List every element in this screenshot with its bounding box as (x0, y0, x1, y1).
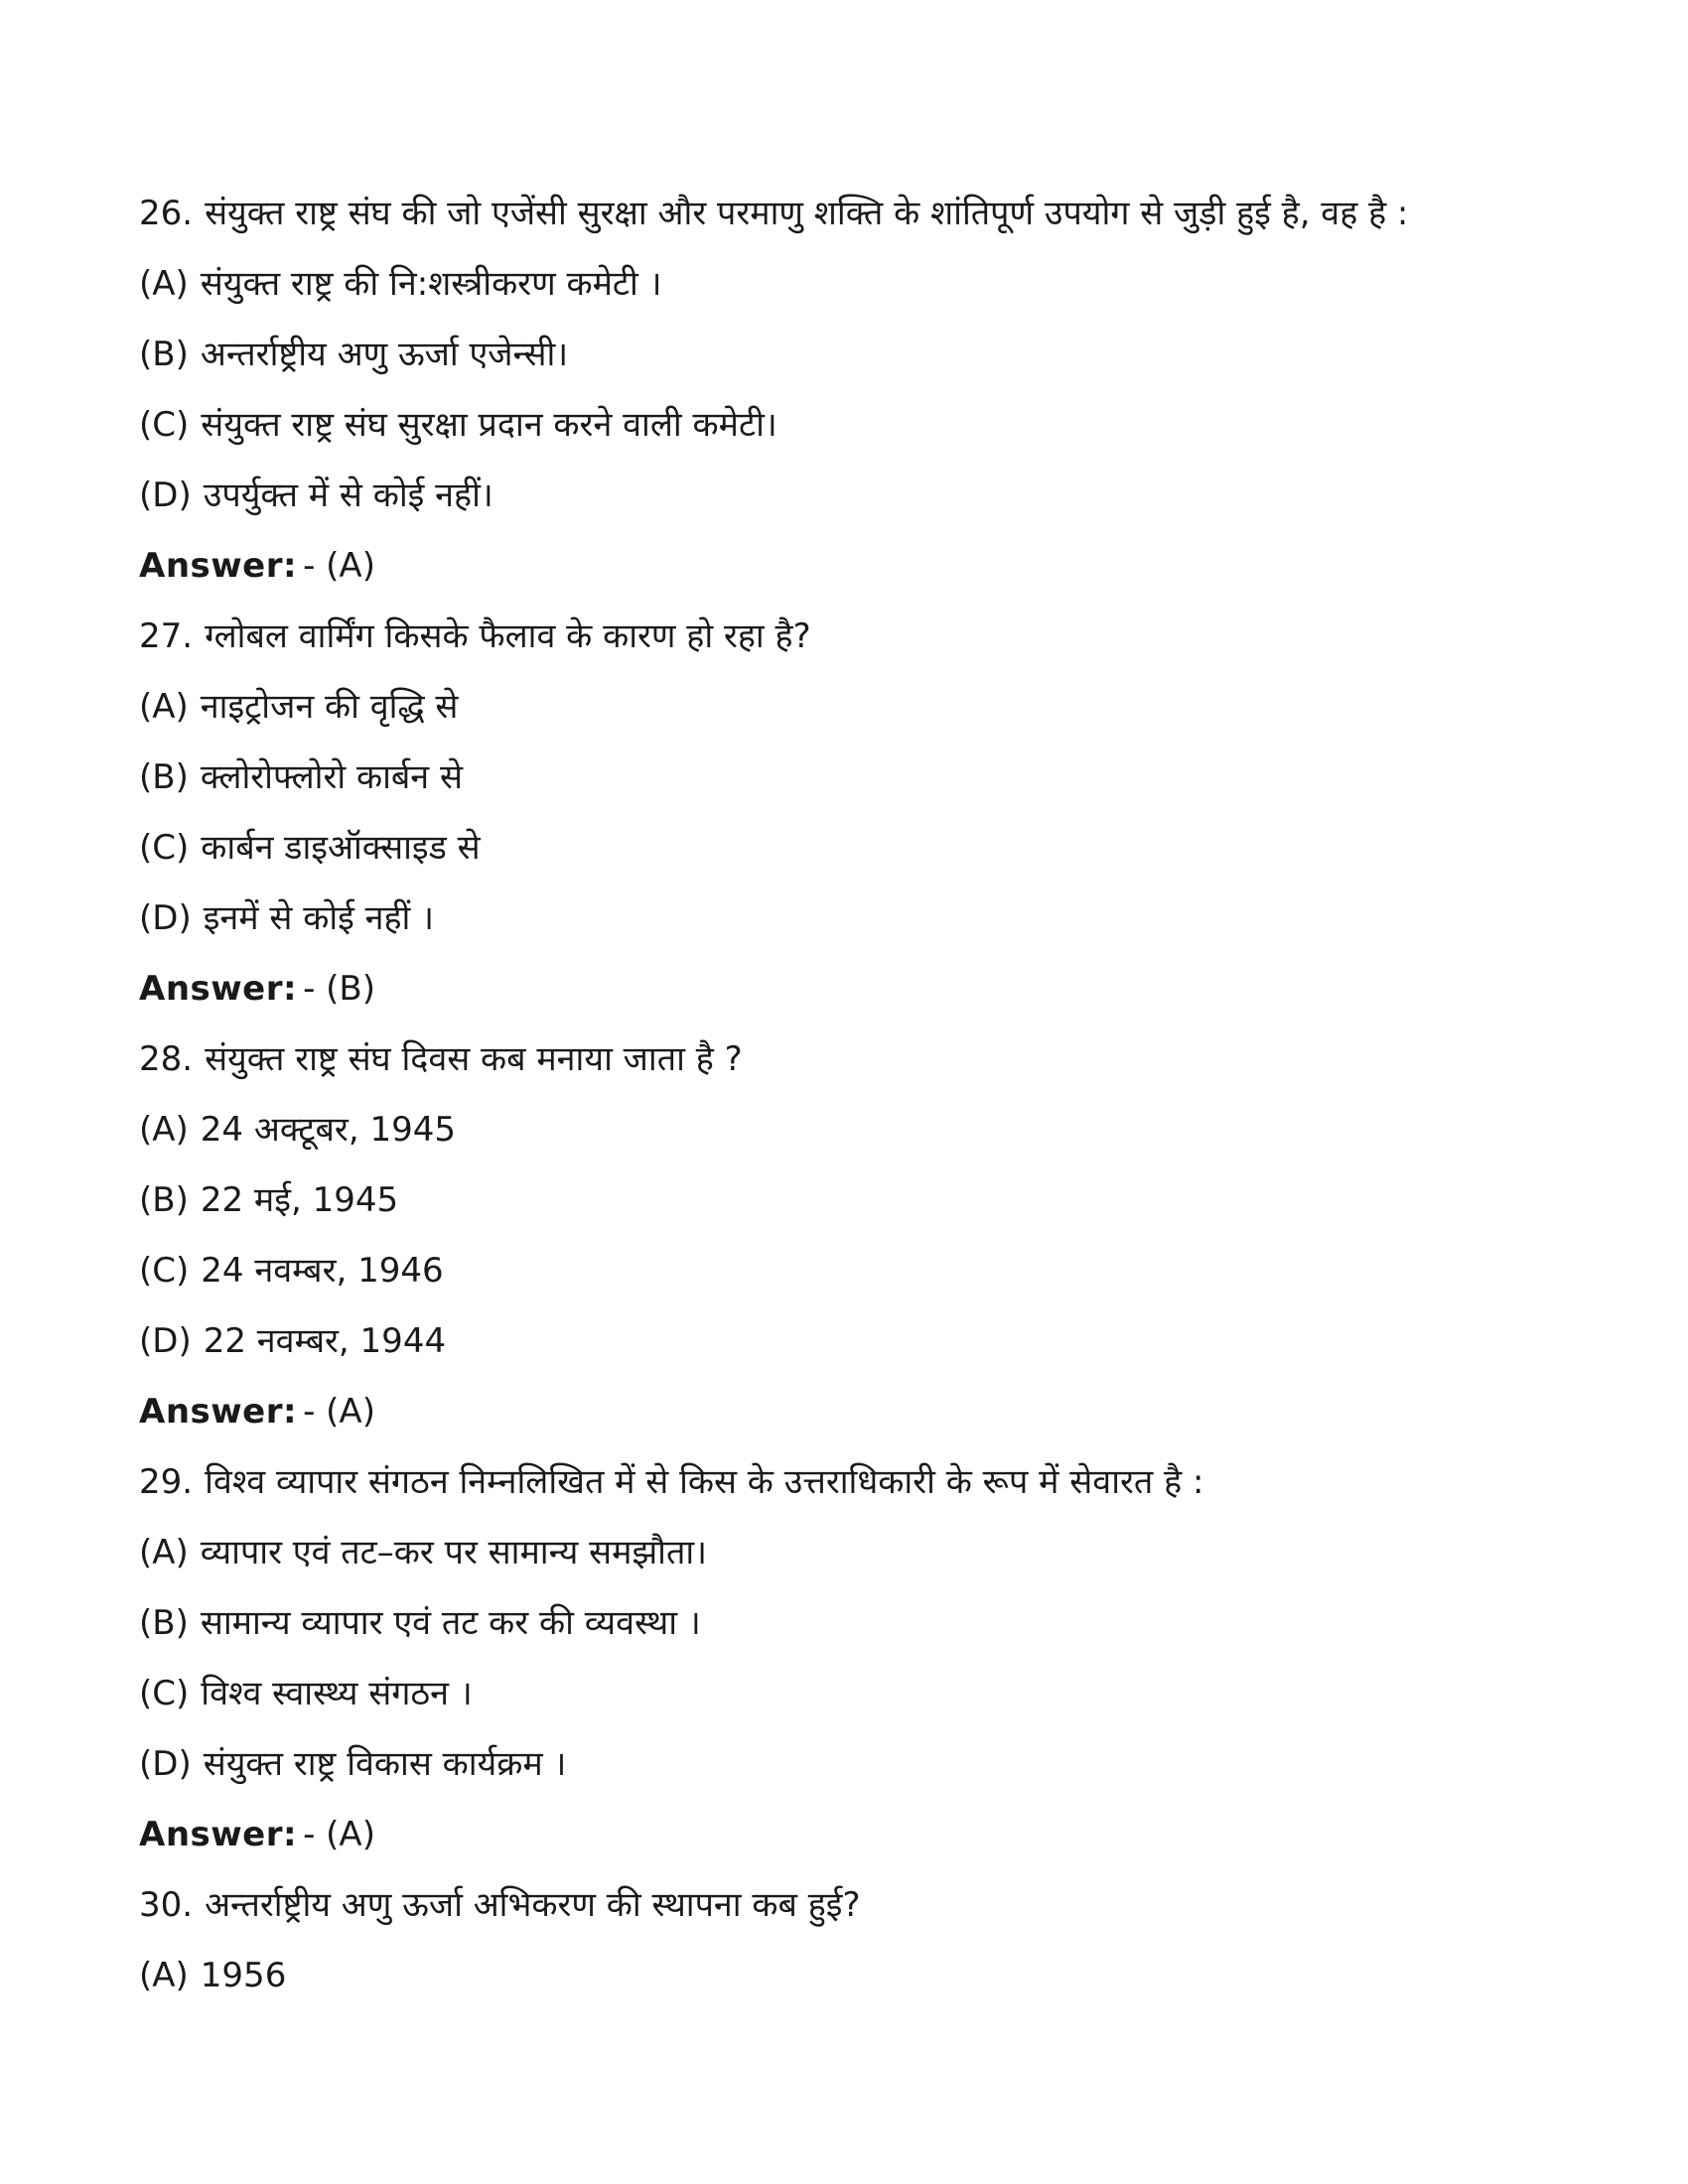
question-29 (139, 1447, 1569, 1518)
question-number: 29. (139, 1461, 194, 1502)
question-29-answer (139, 1800, 1569, 1870)
question-28-option-b (139, 1165, 1569, 1236)
option-label: (C) (139, 1250, 190, 1291)
question-number: 26. (139, 193, 194, 233)
question-28-option-a (139, 1095, 1569, 1165)
answer-label: Answer: (139, 1391, 298, 1432)
question-27-answer (139, 954, 1569, 1024)
answer-value: - (A) (303, 545, 375, 586)
question-text: संयुक्त राष्ट्र संघ की जो एजेंसी सुरक्षा और परमाणु शक्ति के शांतिपूर्ण उपयोग से जुड़ी हुई है, वह है : (205, 193, 1409, 233)
question-number: 27. (139, 615, 194, 656)
option-text: 22 नवम्बर, 1944 (203, 1320, 447, 1361)
option-label: (C) (139, 1673, 190, 1713)
option-text: 1956 (200, 1955, 287, 1995)
option-text: सामान्य व्यापार एवं तट कर की व्यवस्था । (200, 1602, 701, 1643)
answer-value: - (A) (303, 1391, 375, 1432)
option-label: (B) (139, 334, 189, 374)
option-text: उपर्युक्त में से कोई नहीं। (203, 475, 493, 515)
question-28 (139, 1024, 1569, 1095)
option-text: 22 मई, 1945 (200, 1179, 399, 1220)
option-text: संयुक्त राष्ट्र की नि:शस्त्रीकरण कमेटी । (200, 263, 662, 304)
question-text: ग्लोबल वार्मिंग किसके फैलाव के कारण हो रहा है? (205, 615, 811, 656)
answer-value: - (B) (303, 968, 376, 1009)
question-27 (139, 602, 1569, 672)
option-label: (A) (139, 1109, 189, 1150)
answer-label: Answer: (139, 1814, 298, 1854)
question-26-answer (139, 531, 1569, 602)
option-label: (A) (139, 263, 189, 304)
option-text: अन्तर्राष्ट्रीय अणु ऊर्जा एजेन्सी। (200, 334, 569, 374)
option-label: (D) (139, 475, 192, 515)
option-label: (D) (139, 1743, 192, 1784)
option-text: 24 अक्टूबर, 1945 (200, 1109, 456, 1150)
option-label: (C) (139, 404, 190, 445)
option-label: (D) (139, 897, 192, 938)
option-label: (A) (139, 1955, 189, 1995)
option-text: संयुक्त राष्ट्र संघ सुरक्षा प्रदान करने वाली कमेटी। (201, 404, 777, 445)
answer-value: - (A) (303, 1814, 375, 1854)
option-label: (D) (139, 1320, 192, 1361)
option-label: (B) (139, 1179, 189, 1220)
question-26-option-a (139, 249, 1569, 320)
question-28-option-d (139, 1306, 1569, 1377)
question-27-option-d (139, 884, 1569, 954)
option-text: क्लोरोफ्लोरो कार्बन से (200, 756, 463, 797)
answer-label: Answer: (139, 968, 298, 1009)
question-27-option-b (139, 743, 1569, 813)
option-text: कार्बन डाइऑक्साइड से (201, 827, 481, 868)
question-27-option-c (139, 813, 1569, 884)
option-label: (A) (139, 686, 189, 727)
question-29-option-b (139, 1588, 1569, 1659)
question-30 (139, 1870, 1569, 1941)
question-28-option-c (139, 1236, 1569, 1306)
question-29-option-a (139, 1518, 1569, 1588)
question-number: 30. (139, 1884, 194, 1925)
option-text: नाइट्रोजन की वृद्धि से (200, 686, 459, 727)
question-29-option-d (139, 1729, 1569, 1800)
option-text: इनमें से कोई नहीं । (203, 897, 435, 938)
option-label: (A) (139, 1532, 189, 1572)
option-text: 24 नवम्बर, 1946 (201, 1250, 444, 1291)
question-26 (139, 179, 1569, 249)
question-29-option-c (139, 1659, 1569, 1729)
option-label: (B) (139, 756, 189, 797)
question-28-answer (139, 1377, 1569, 1447)
answer-label: Answer: (139, 545, 298, 586)
question-26-option-d (139, 461, 1569, 531)
question-text: संयुक्त राष्ट्र संघ दिवस कब मनाया जाता है ? (205, 1038, 743, 1079)
question-text: अन्तर्राष्ट्रीय अणु ऊर्जा अभिकरण की स्थापना कब हुई? (205, 1884, 861, 1925)
question-30-option-a (139, 1941, 1569, 2011)
question-26-option-c (139, 390, 1569, 461)
question-text: विश्व व्यापार संगठन निम्नलिखित में से किस के उत्तराधिकारी के रूप में सेवारत है : (205, 1461, 1204, 1502)
option-text: विश्व स्वास्थ्य संगठन । (201, 1673, 473, 1713)
option-text: व्यापार एवं तट–कर पर सामान्य समझौता। (200, 1532, 708, 1572)
question-27-option-a (139, 672, 1569, 743)
question-26-option-b (139, 320, 1569, 390)
option-text: संयुक्त राष्ट्र विकास कार्यक्रम । (203, 1743, 567, 1784)
option-label: (B) (139, 1602, 189, 1643)
option-label: (C) (139, 827, 190, 868)
question-number: 28. (139, 1038, 194, 1079)
